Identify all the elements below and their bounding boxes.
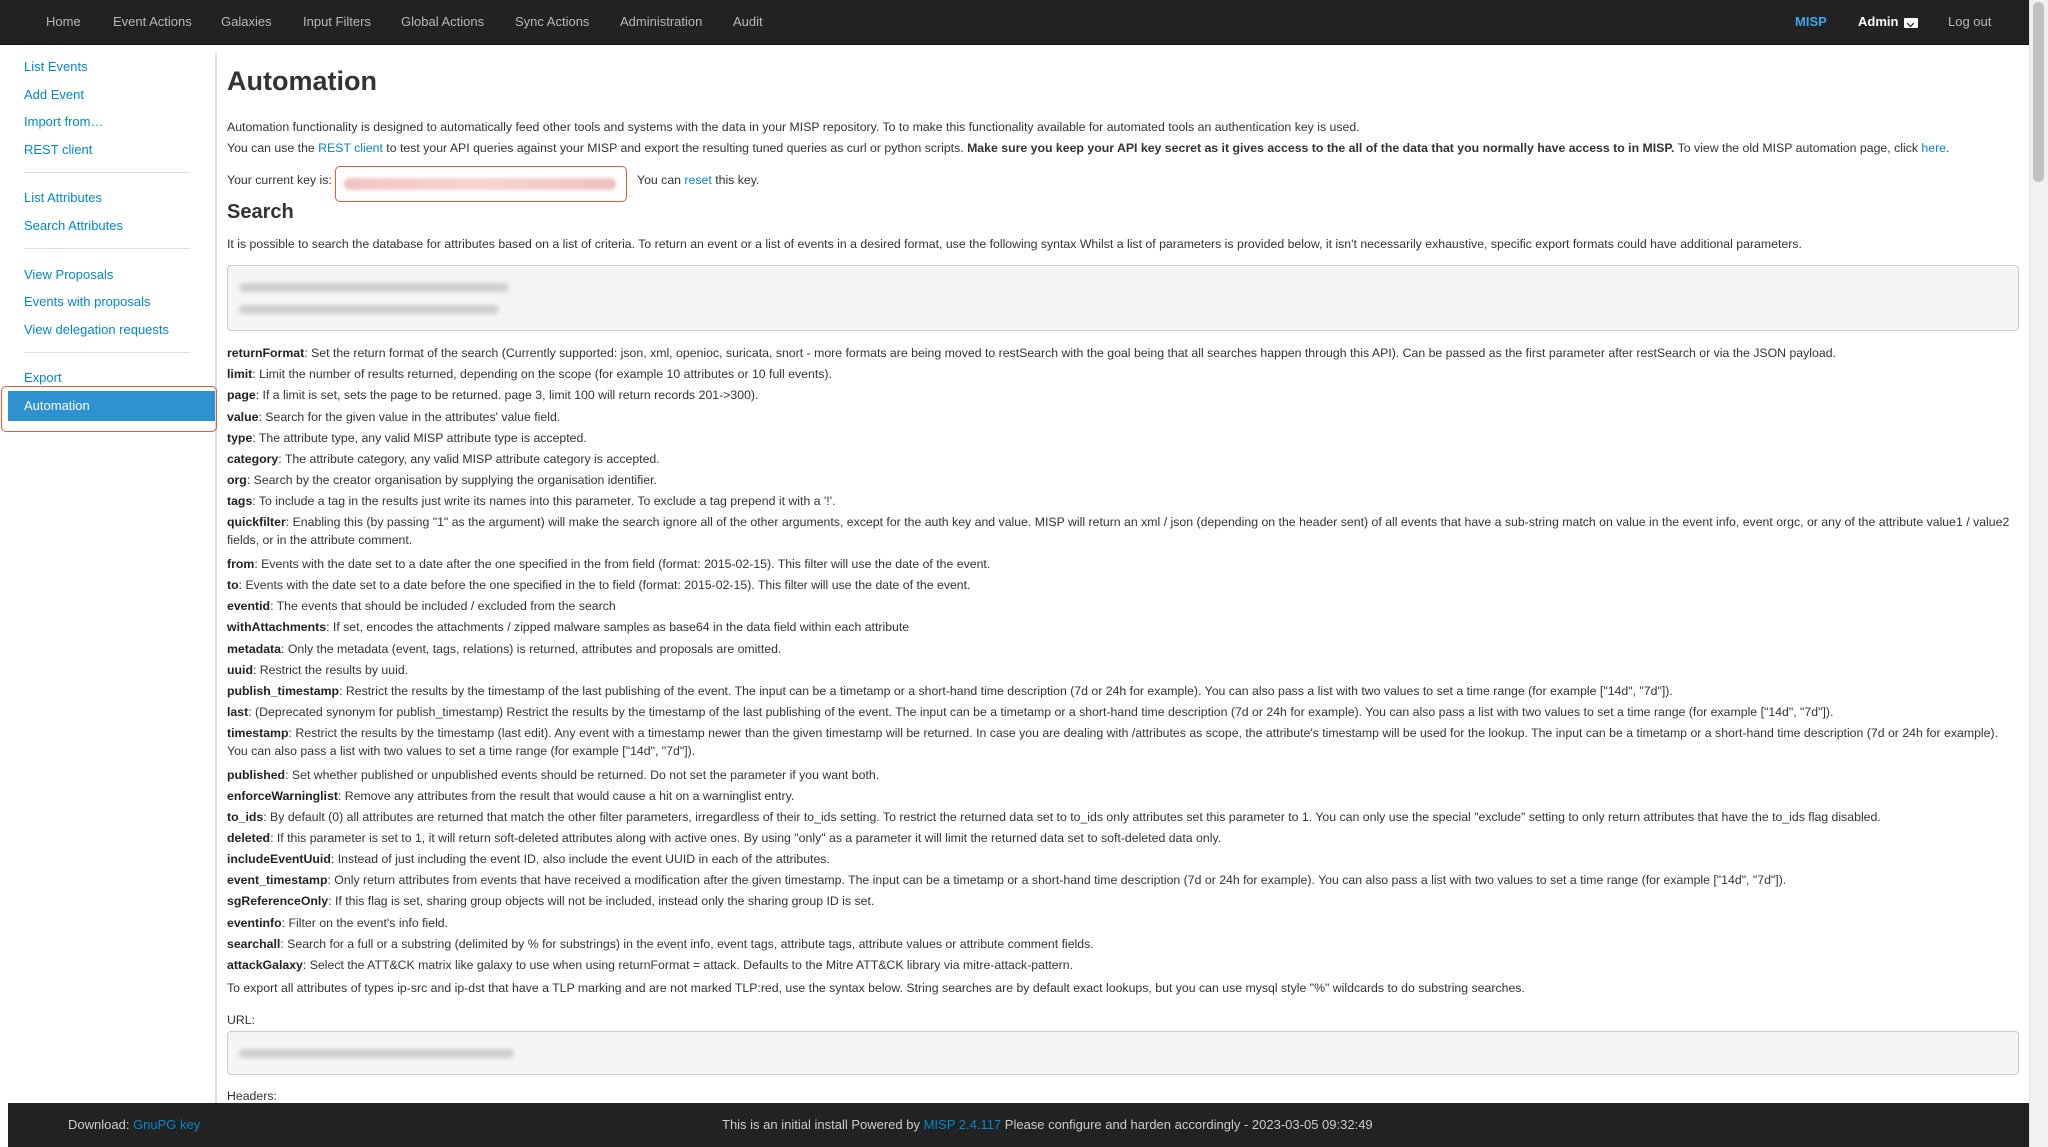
api-key-field[interactable]	[335, 166, 627, 202]
parameter-row	[227, 935, 2017, 953]
parameter-name: withAttachments	[227, 620, 327, 634]
nav-global-actions[interactable]: Global Actions	[401, 14, 485, 29]
sidebar-divider	[24, 248, 190, 249]
parameter-row	[227, 429, 2017, 447]
parameter-row	[227, 787, 2017, 805]
parameter-description: : Limit the number of results returned, depending on the scope (for example 10 attributes or 10 full events).	[252, 367, 832, 381]
parameter-name: type	[227, 431, 253, 445]
parameter-name: eventinfo	[227, 916, 282, 930]
parameter-description: : If this flag is set, sharing group objects will not be included, instead only the sharing group ID is set.	[328, 894, 875, 908]
parameter-name: quickfilter	[227, 515, 286, 529]
parameter-name: sgReferenceOnly	[227, 894, 329, 908]
parameter-name: category	[227, 452, 279, 466]
parameter-row	[227, 956, 2017, 974]
parameter-name: page	[227, 388, 256, 402]
parameter-name: metadata	[227, 642, 281, 656]
parameter-description: : If set, encodes the attachments / zipped malware samples as base64 in the data field within each attribute	[326, 620, 910, 634]
gnupg-key-link[interactable]: GnuPG key	[133, 1117, 201, 1132]
parameter-row	[227, 871, 2017, 889]
parameter-name: timestamp	[227, 726, 289, 740]
sidebar-divider	[24, 172, 190, 173]
parameter-name: from	[227, 557, 255, 571]
parameter-row	[227, 829, 2017, 847]
parameter-description: : Remove any attributes from the result that would cause a hit on a warninglist entry.	[337, 789, 795, 803]
brand-link[interactable]: MISP	[1795, 14, 1827, 29]
page-title: Automation	[227, 66, 377, 96]
parameter-row	[227, 640, 2017, 658]
parameter-description: : (Deprecated synonym for publish_timestamp) Restrict the results by the timestamp of the last publishing of the event. The input can be a timetamp or a short-hand time description (7d or 24h for example). You can also pass a list with two values to set a time range (for example ["14d", "7d"]).	[248, 705, 1834, 719]
user-name: Admin	[1858, 14, 1899, 29]
user-menu[interactable]	[1858, 0, 1918, 44]
parameter-row	[227, 408, 2017, 426]
nav-audit[interactable]: Audit	[733, 14, 763, 29]
parameter-row	[227, 808, 2017, 826]
parameter-row	[227, 344, 2017, 362]
parameter-name: event_timestamp	[227, 873, 328, 887]
current-key-label: Your current key is:	[227, 173, 332, 187]
parameter-description: : The attribute type, any valid MISP attribute type is accepted.	[252, 431, 587, 445]
parameter-row	[227, 555, 2017, 573]
parameter-row	[227, 471, 2017, 489]
parameter-name: enforceWarninglist	[227, 789, 338, 803]
parameter-row	[227, 892, 2017, 910]
search-heading: Search	[227, 201, 294, 223]
parameter-name: value	[227, 410, 259, 424]
highlight-annotation	[1, 386, 217, 432]
sidebar-item-list-events[interactable]: List Events	[24, 59, 88, 74]
parameter-name: publish_timestamp	[227, 684, 340, 698]
parameter-name: returnFormat	[227, 346, 305, 360]
parameter-description: : Search for a full or a substring (delimited by % for substrings) in the event info, event tags, attribute tags, attribute values or attribute comment fields.	[280, 937, 1094, 951]
parameter-name: searchall	[227, 937, 281, 951]
parameter-row	[227, 618, 2017, 636]
parameter-row	[227, 386, 2017, 404]
sidebar-divider	[24, 352, 190, 353]
parameter-description: : Set the return format of the search (Currently supported: json, xml, openioc, suricata, snort - more formats are being moved to restSearch with the goal being that all searches happen through this API). Can be passed as the first parameter after restSearch or via the JSON payload.	[304, 346, 1836, 360]
top-navbar	[0, 0, 2030, 45]
search-syntax-code	[227, 265, 2019, 331]
parameter-description: : Events with the date set to a date after the one specified in the from field (format: 2015-02-15). This filter will use the date of the event.	[254, 557, 991, 571]
footer	[8, 1103, 2030, 1147]
scrollbar-thumb[interactable]	[2033, 2, 2044, 182]
parameter-row	[227, 914, 2017, 932]
parameter-row	[227, 492, 2017, 510]
api-key-warning: Make sure you keep your API key secret as it gives access to the all of the data that you normally have access to in MISP.	[967, 141, 1675, 155]
parameter-name: uuid	[227, 663, 253, 677]
parameter-description: : Restrict the results by the timestamp of the last publishing of the event. The input can be a timetamp or a short-hand time description (7d or 24h for example). You can also pass a list with two values to set a time range (for example ["14d", "7d"]).	[339, 684, 1673, 698]
page-scrollbar[interactable]	[2029, 0, 2048, 1147]
parameter-row	[227, 850, 2017, 868]
footer-download: Download: GnuPG key	[68, 1117, 201, 1132]
url-label: URL:	[227, 1013, 256, 1027]
nav-administration[interactable]: Administration	[620, 14, 703, 29]
nav-sync-actions[interactable]: Sync Actions	[515, 14, 590, 29]
intro-paragraph: Automation functionality is designed to automatically feed other tools and systems with the data in your MISP repository. To to make this functionality available for automated tools an authentication key is used.	[227, 120, 1360, 134]
parameter-row	[227, 365, 2017, 383]
old-automation-link[interactable]: here	[1921, 141, 1947, 155]
sidebar-item-rest-client[interactable]: REST client	[24, 142, 93, 157]
parameter-name: eventid	[227, 599, 271, 613]
nav-event-actions[interactable]: Event Actions	[113, 14, 192, 29]
footer-powered-by: This is an initial install Powered by MISP 2.4.117 Please configure and harden accordingly - 2023-03-05 09:32:49	[722, 1117, 1373, 1132]
parameter-row	[227, 597, 2017, 615]
redacted-url	[239, 305, 499, 314]
nav-galaxies[interactable]: Galaxies	[221, 14, 272, 29]
nav-home[interactable]: Home	[46, 14, 81, 29]
url-code-block	[227, 1031, 2019, 1075]
nav-input-filters[interactable]: Input Filters	[303, 14, 371, 29]
parameter-description: : The attribute category, any valid MISP attribute category is accepted.	[278, 452, 660, 466]
logout-link[interactable]: Log out	[1948, 14, 1992, 29]
parameter-description: : Enabling this (by passing "1" as the argument) will make the search ignore all of the other arguments, except for the auth key and value. MISP will return an xml / json (depending on the header sent) of all events that have a sub-string match on value in the event info, event orgc, or any of the attribute value1 / value2 fields, or in the attribute comment.	[227, 515, 2010, 547]
parameter-description: : Search for the given value in the attributes' value field.	[258, 410, 561, 424]
parameter-description: : Restrict the results by the timestamp (last edit). Any event with a timestamp newer than the given timestamp will be returned. In case you are dealing with /attributes as scope, the attribute's timestamp will be used for the lookup. The input can be a timetamp or a short-hand time description (7d or 24h for example). You can also pass a list with two values to set a time range (for example ["14d", "7d"]).	[227, 726, 1999, 758]
parameter-description: : Select the ATT&CK matrix like galaxy to use when using returnFormat = attack. Defaults to the Mitre ATT&CK library via mitre-attack-pattern.	[302, 958, 1073, 972]
sidebar-item-view-proposals[interactable]: View Proposals	[24, 267, 114, 282]
sidebar-item-search-attributes[interactable]: Search Attributes	[24, 218, 123, 233]
export-note: To export all attributes of types ip-src and ip-dst that have a TLP marking and are not marked TLP:red, use the syntax below. String searches are by default exact lookups, but you can use mysql style "%" wildcards to do substring searches.	[227, 981, 1525, 995]
sidebar	[8, 53, 217, 1103]
envelope-icon	[1904, 18, 1918, 28]
misp-version-link[interactable]: MISP 2.4.117	[923, 1117, 1002, 1132]
parameter-description: : Set whether published or unpublished events should be returned. Do not set the parameter if you want both.	[285, 768, 880, 782]
parameter-description: : Instead of just including the event ID, also include the event UUID in each of the attributes.	[330, 852, 830, 866]
parameter-description: : Restrict the results by uuid.	[252, 663, 409, 677]
parameter-row	[227, 703, 2017, 721]
parameter-row	[227, 513, 2017, 549]
search-description: It is possible to search the database for attributes based on a list of criteria. To return an event or a list of events in a desired format, use the following syntax Whilst a list of parameters is provided below, it isn't necessarily exhaustive, specific export formats could have additional parameters.	[227, 237, 1802, 251]
reset-key-text: You can reset this key.	[637, 173, 760, 187]
parameter-description: : By default (0) all attributes are returned that match the other filter parameters, irregardless of their to_ids setting. To restrict the returned data set to to_ids only attributes set this parameter to 1. You can only use the special "exclude" setting to only return attributes that have the to_ids flag disabled.	[263, 810, 1881, 824]
redacted-api-key	[344, 178, 616, 190]
parameter-name: attackGalaxy	[227, 958, 303, 972]
rest-client-paragraph: You can use the REST client to test your API queries against your MISP and export the resulting tuned queries as curl or python scripts. Make sure you keep your API key secret as it gives access to the all of the data that you normally have access to in MISP. To view the old MISP automation page, click here.	[227, 141, 1950, 155]
sidebar-item-events-with-proposals[interactable]: Events with proposals	[24, 294, 151, 309]
sidebar-item-automation[interactable]: Automation	[8, 391, 215, 421]
parameter-row	[227, 450, 2017, 468]
redacted-url	[239, 1049, 514, 1058]
sidebar-item-export[interactable]: Export	[24, 370, 62, 385]
parameter-name: tags	[227, 494, 253, 508]
parameter-description: : To include a tag in the results just write its names into this parameter. To exclude a tag prepend it with a '!'.	[252, 494, 836, 508]
parameter-name: to	[227, 578, 239, 592]
parameter-description: : If a limit is set, sets the page to be returned. page 3, limit 100 will return records 201->300).	[255, 388, 759, 402]
parameter-name: limit	[227, 367, 253, 381]
redacted-url	[239, 283, 509, 292]
parameter-description: : Only the metadata (event, tags, relations) is returned, attributes and proposals are omitted.	[281, 642, 782, 656]
parameter-description: : Only return attributes from events that have received a modification after the given timestamp. The input can be a timetamp or a short-hand time description (7d or 24h for example). You can also pass a list with two values to set a time range (for example ["14d", "7d"]).	[327, 873, 1787, 887]
parameter-name: last	[227, 705, 249, 719]
parameter-name: published	[227, 768, 286, 782]
parameter-description: : Search by the creator organisation by supplying the organisation identifier.	[246, 473, 657, 487]
parameter-name: includeEventUuid	[227, 852, 331, 866]
sidebar-item-delegation-requests[interactable]: View delegation requests	[24, 322, 170, 337]
parameter-name: deleted	[227, 831, 271, 845]
headers-label: Headers:	[227, 1089, 277, 1103]
parameter-description: : If this parameter is set to 1, it will return soft-deleted attributes along with active ones. By using "only" as a parameter it will limit the returned data set to soft-deleted data only.	[270, 831, 1222, 845]
parameter-row	[227, 661, 2017, 679]
reset-key-link[interactable]: reset	[684, 173, 712, 187]
parameter-row	[227, 576, 2017, 594]
parameter-name: to_ids	[227, 810, 264, 824]
parameter-name: org	[227, 473, 247, 487]
sidebar-item-add-event[interactable]: Add Event	[24, 87, 84, 102]
parameter-description: : The events that should be included / excluded from the search	[270, 599, 616, 613]
sidebar-item-list-attributes[interactable]: List Attributes	[24, 190, 103, 205]
sidebar-item-import[interactable]: Import from…	[24, 114, 104, 129]
parameter-description: : Events with the date set to a date before the one specified in the to field (format: 2015-02-15). This filter will use the date of the event.	[238, 578, 971, 592]
parameter-description: : Filter on the event's info field.	[281, 916, 449, 930]
rest-client-link[interactable]: REST client	[318, 141, 383, 155]
parameter-row	[227, 682, 2017, 700]
parameter-row	[227, 766, 2017, 784]
parameter-row	[227, 724, 2017, 760]
